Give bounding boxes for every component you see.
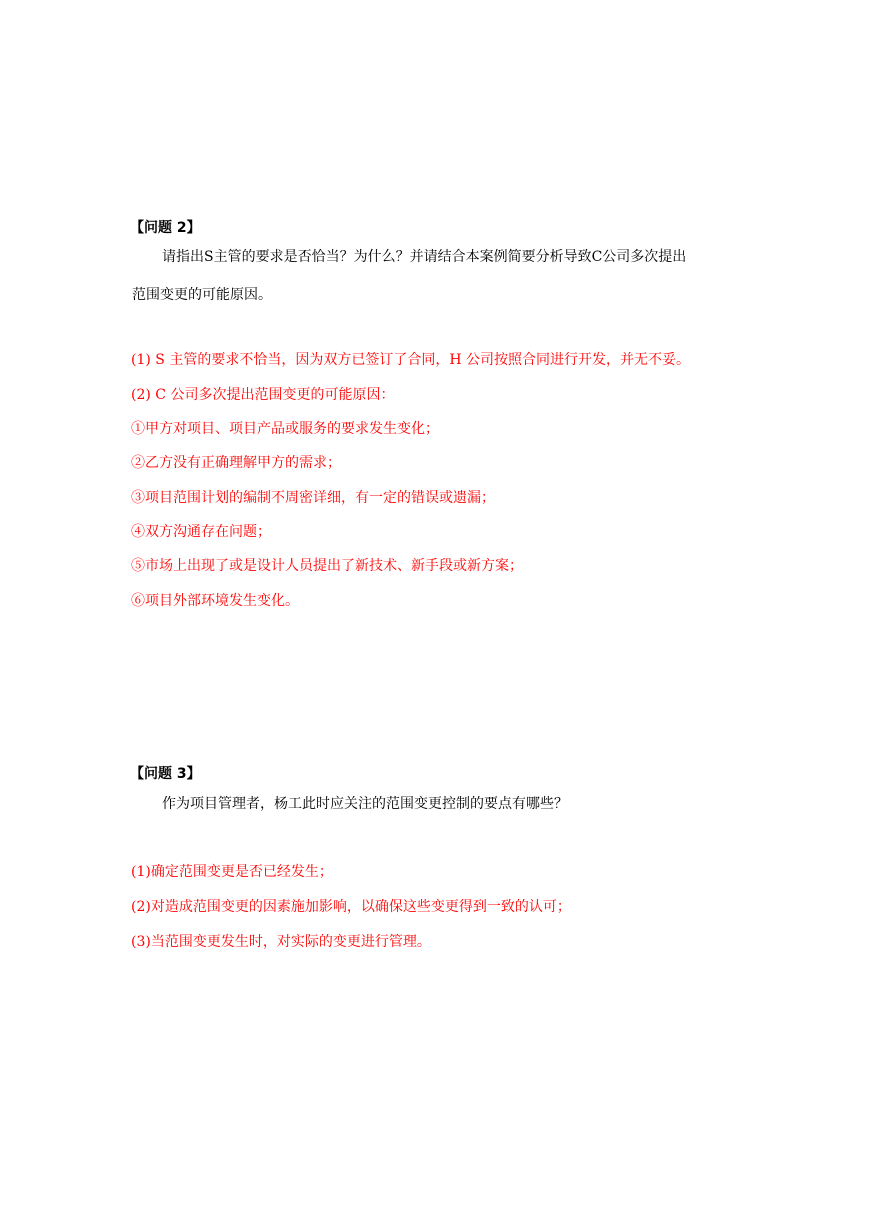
- question-2-answer-line: ①甲方对项目、项目产品或服务的要求发生变化；: [131, 421, 439, 437]
- question-2-heading: 【问题 2】: [130, 220, 201, 236]
- question-2-answer-line: ③项目范围计划的编制不周密详细，有一定的错误或遗漏；: [131, 490, 495, 506]
- question-2-answer-line: ⑥项目外部环境发生变化。: [131, 593, 299, 609]
- question-2-answer-line: ②乙方没有正确理解甲方的需求；: [131, 455, 341, 471]
- question-2-answer-line: ④双方沟通存在问题；: [131, 524, 271, 540]
- question-3-heading: 【问题 3】: [130, 766, 201, 782]
- question-2-answer-line: ⑤市场上出现了或是设计人员提出了新技术、新手段或新方案；: [131, 558, 523, 574]
- question-3-answer-line: (2)对造成范围变更的因素施加影响，以确保这些变更得到一致的认可；: [131, 899, 571, 915]
- question-3-text: 作为项目管理者，杨工此时应关注的范围变更控制的要点有哪些？: [162, 796, 568, 812]
- question-2-text-line-2: 范围变更的可能原因。: [132, 287, 272, 303]
- question-2-answer-line: (2) C 公司多次提出范围变更的可能原因：: [131, 387, 395, 403]
- question-3-answer-line: (3)当范围变更发生时，对实际的变更进行管理。: [131, 934, 431, 950]
- question-2-text-line-1: 请指出S主管的要求是否恰当？为什么？并请结合本案例简要分析导致C公司多次提出: [162, 249, 687, 265]
- question-2-answer-line: (1) S 主管的要求不恰当，因为双方已签订了合同，H 公司按照合同进行开发，并无不妥。: [131, 352, 690, 368]
- question-3-answer-line: (1)确定范围变更是否已经发生；: [131, 864, 333, 880]
